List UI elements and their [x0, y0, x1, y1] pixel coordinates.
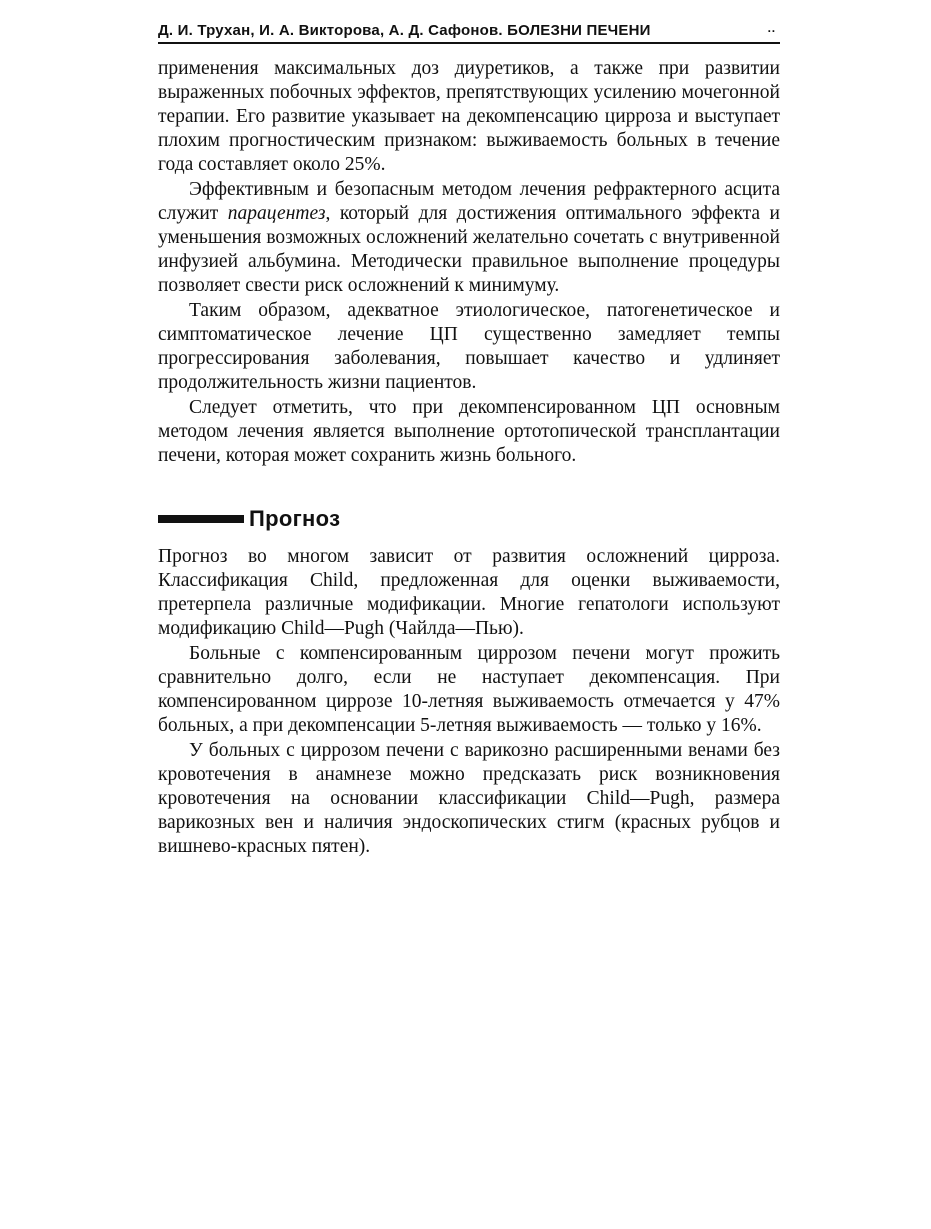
running-header: [158, 22, 780, 44]
paragraph-survival: Больные с компенсированным циррозом печени могут прожить сравнительно долго, если не наступает декомпенсация. При компенсированном циррозе 10-летняя выживаемость отмечается у 47% больных, а при декомпенсации 5-летняя выживаемость — только у 16%.: [158, 643, 780, 736]
paragraph-prognosis-intro: Прогноз во многом зависит от развития осложнений цирроза. Классификация Child, предложенная для оценки выживаемости, претерпела различные модификации. Многие гепатологи используют модификацию Child—Pugh (Чайлда—Пью).: [158, 546, 780, 639]
paragraph-text: , который для достижения оптимального эффекта и уменьшения возможных осложнений желательно сочетать с внутривенной инфузией альбумина. Методически правильное выполнение процедуры позволяет свести риск осложнений к минимуму.: [158, 203, 780, 296]
section-heading: [158, 506, 780, 532]
paragraph-text: Эффективным и безопасным методом лечения рефрактерного асцита служит: [158, 179, 780, 224]
book-page: [158, 22, 780, 859]
paragraph-transplantation: Следует отметить, что при декомпенсированном ЦП основным методом лечения является выполнение ортотопической трансплантации печени, которая может сохранить жизнь больного.: [158, 397, 780, 466]
paragraph-treatment-summary: Таким образом, адекватное этиологическое, патогенетическое и симптоматическое лечение ЦП существенно замедляет темпы прогрессирования заболевания, повышает качество и удлиняет продолжительность жизни пациентов.: [158, 300, 780, 393]
body-text-top: [158, 57, 780, 468]
paragraph-continued: применения максимальных доз диуретиков, а также при развитии выраженных побочных эффектов, препятствующих усилению мочегонной терапии. Его развитие указывает на декомпенсацию цирроза и выступает плохим прогностическим признаком: выживаемость больных в течение года составляет около 25%.: [158, 58, 780, 175]
italic-term-paracentesis: парацентез: [227, 203, 326, 224]
paragraph-paracentesis: [158, 178, 780, 298]
heading-bar-decoration: [158, 515, 244, 523]
body-text-prognosis: [158, 545, 780, 859]
running-title: Д. И. Трухан, И. А. Викторова, А. Д. Сафонов. БОЛЕЗНИ ПЕЧЕНИ: [158, 22, 651, 39]
page-mark: ··: [767, 24, 776, 38]
section-title: Прогноз: [249, 506, 341, 531]
paragraph-bleeding-risk: У больных с циррозом печени с варикозно расширенными венами без кровотечения в анамнезе можно предсказать риск возникновения кровотечения на основании классификации Child—Pugh, размера варикозных вен и наличия эндоскопических стигм (красных рубцов и вишнево-красных пятен).: [158, 740, 780, 857]
